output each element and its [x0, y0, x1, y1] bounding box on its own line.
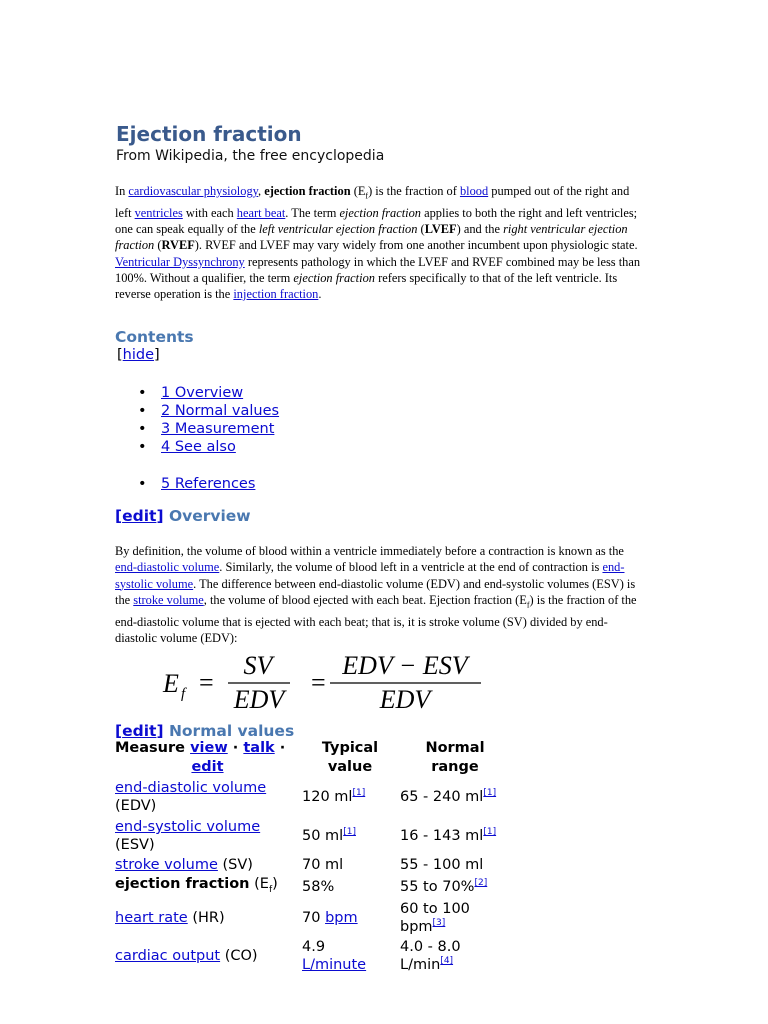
measure-abbr-close: )	[272, 876, 278, 892]
measure-abbr: (EDV)	[115, 798, 157, 814]
hide-contents-link[interactable]: hide	[122, 347, 155, 363]
intro-italic: left ventricular ejection fraction	[258, 222, 418, 237]
header-measure	[113, 739, 300, 777]
link-l-per-minute[interactable]: L/minute	[302, 956, 367, 973]
toc-item	[138, 438, 279, 456]
bracket: ]	[154, 347, 160, 363]
cell-typical	[300, 817, 398, 855]
formula-equals: =	[199, 668, 214, 697]
contents-hide-toggle	[117, 347, 160, 363]
formula-E: E	[163, 669, 179, 698]
link-cardiovascular-physiology[interactable]: cardiovascular physiology	[128, 184, 259, 198]
table-header-row	[113, 739, 510, 777]
cell-measure	[113, 937, 300, 975]
cell-range: 55 - 100 ml	[400, 857, 484, 873]
intro-italic: ejection fraction	[293, 270, 375, 285]
typical-value: 70	[302, 909, 326, 926]
link-end-systolic-volume[interactable]: end-systolic volume	[115, 819, 261, 835]
cell-measure	[113, 899, 300, 937]
intro-text: . The term	[285, 205, 340, 220]
table-row	[113, 817, 510, 855]
separator-dot: ·	[232, 740, 239, 756]
link-end-diastolic-volume[interactable]: end-diastolic volume	[115, 780, 267, 796]
measure-abbr: (HR)	[192, 909, 225, 926]
formula-numerator-sv: SV	[243, 651, 273, 680]
separator-dot: ·	[279, 740, 286, 756]
intro-text: applies to both the right and left ventricles; one can speak equally of the	[115, 205, 638, 237]
reference-link[interactable]: [1]	[483, 788, 497, 799]
header-typical-line2: value	[327, 759, 373, 775]
overview-text: , the volume of blood ejected with each beat. Ejection fraction (E	[203, 592, 527, 607]
toc-link-measurement[interactable]: 3 Measurement	[161, 421, 275, 437]
cell-range	[398, 777, 510, 817]
template-talk-link[interactable]: talk	[243, 740, 275, 756]
link-bpm[interactable]: bpm	[325, 909, 358, 926]
intro-paragraph	[115, 183, 645, 303]
formula-equals: =	[311, 668, 326, 697]
formula-denominator-edv: EDV	[379, 685, 431, 714]
page-title: Ejection fraction	[116, 122, 302, 146]
reference-link[interactable]: [2]	[474, 878, 488, 889]
link-cardiac-output[interactable]: cardiac output	[115, 947, 221, 964]
toc-item	[138, 420, 279, 438]
ejection-fraction-formula	[160, 650, 500, 715]
range-line2: bpm	[400, 918, 433, 935]
measure-bold: ejection fraction	[115, 876, 250, 892]
range-line1: 60 to 100	[400, 900, 470, 917]
formula-denominator-edv: EDV	[233, 685, 285, 714]
intro-text: ) and the	[456, 222, 504, 237]
table-of-contents	[138, 384, 279, 456]
cell-measure	[113, 777, 300, 817]
intro-text: (	[154, 238, 162, 253]
formula-subscript-f: f	[181, 686, 186, 702]
typical-value: 50 ml	[302, 828, 344, 844]
intro-bold-lvef: LVEF	[424, 222, 457, 237]
intro-text: In	[115, 184, 129, 198]
cell-range	[398, 875, 510, 899]
range-line2: L/min	[400, 956, 441, 973]
reference-link[interactable]: [3]	[432, 918, 446, 929]
table-of-contents-continued	[138, 475, 255, 493]
cell-typical	[300, 899, 398, 937]
toc-link-overview[interactable]: 1 Overview	[161, 385, 244, 401]
toc-link-see-also[interactable]: 4 See also	[161, 439, 236, 455]
cell-range	[398, 899, 510, 937]
intro-text: with each	[182, 205, 237, 220]
link-blood[interactable]: blood	[459, 184, 489, 198]
toc-link-references[interactable]: 5 References	[161, 476, 256, 492]
bracket: [	[115, 722, 123, 740]
link-ventricular-dyssynchrony[interactable]: Ventricular Dyssynchrony	[115, 254, 245, 269]
range-value: 16 - 143 ml	[400, 828, 484, 844]
section-title: Overview	[168, 507, 251, 525]
overview-paragraph	[115, 543, 645, 646]
toc-item	[138, 402, 279, 420]
normal-values-table	[113, 739, 510, 975]
header-typical-value	[300, 739, 398, 777]
link-stroke-volume[interactable]: stroke volume	[133, 592, 204, 607]
intro-text: pumped out of the right and left	[115, 184, 630, 220]
bracket: [	[115, 507, 123, 525]
overview-text: ) is the fraction of the end-diastolic volume that is ejected with each beat; that is, it is stroke volume (SV) divided by end-diastolic volume (EDV):	[115, 592, 637, 645]
bracket: ]	[156, 722, 164, 740]
bracket: [	[117, 347, 123, 363]
overview-text: . Similarly, the volume of blood left in a ventricle at the end of contraction is	[219, 560, 603, 575]
overview-text: By definition, the volume of blood within a ventricle immediately before a contraction is known as the	[115, 544, 624, 558]
link-end-systolic-volume[interactable]: end-systolic volume	[115, 560, 625, 591]
subscript-f: f	[526, 600, 530, 610]
measure-abbr: (E	[254, 876, 269, 892]
intro-italic: ejection fraction	[339, 205, 421, 220]
range-value: 55 to 70%	[400, 878, 475, 895]
toc-item	[138, 384, 279, 402]
cell-measure	[113, 855, 300, 875]
cell-typical: 70 ml	[302, 857, 344, 873]
overview-text: . The difference between end-diastolic volume (EDV) and end-systolic volumes (ESV) is the	[115, 576, 636, 607]
intro-bold-term: ejection fraction	[264, 184, 351, 198]
bracket: ]	[156, 507, 164, 525]
toc-item	[138, 475, 255, 493]
link-injection-fraction[interactable]: injection fraction	[233, 287, 319, 302]
subscript-f: f	[365, 191, 369, 201]
measure-abbr: (CO)	[224, 947, 258, 964]
formula-numerator-diff: EDV − ESV	[342, 651, 468, 680]
reference-link[interactable]: [1]	[352, 788, 366, 799]
typical-value: 120 ml	[302, 789, 353, 805]
intro-text: ) is the fraction of	[368, 184, 460, 198]
intro-text: (E	[350, 184, 366, 198]
cell-typical	[300, 777, 398, 817]
header-range-line1: Normal	[425, 740, 485, 756]
cell-measure	[113, 875, 300, 899]
header-normal-range	[398, 739, 510, 777]
intro-text: ). RVEF and LVEF may vary widely from one another incumbent upon physiologic state.	[194, 238, 638, 253]
cell-range	[398, 937, 510, 975]
measure-abbr: (SV)	[222, 857, 253, 873]
table-row	[113, 855, 510, 875]
template-view-link[interactable]: view	[190, 740, 228, 756]
cell-typical: 58%	[302, 878, 335, 895]
template-edit-link[interactable]: edit	[191, 759, 224, 775]
link-heart-beat[interactable]: heart beat	[236, 205, 286, 220]
section-title: Normal values	[168, 722, 295, 740]
link-stroke-volume[interactable]: stroke volume	[115, 857, 218, 873]
intro-bold-rvef: RVEF	[161, 238, 195, 253]
intro-text: refers specifically to that of the left ventricle. Its reverse operation is the	[115, 270, 618, 302]
intro-italic: right ventricular ejection fraction	[115, 222, 628, 253]
section-heading-normal-values	[115, 722, 294, 740]
range-line1: 4.0 - 8.0	[400, 938, 461, 955]
cell-range	[398, 817, 510, 855]
section-heading-overview	[115, 507, 251, 525]
table-row	[113, 777, 510, 817]
header-measure-label: Measure	[115, 740, 185, 756]
subscript-f: f	[268, 884, 273, 895]
intro-text: represents pathology in which the LVEF and RVEF combined may be less than 100%. Without a qualifier, the term	[115, 254, 641, 285]
reference-link[interactable]: [4]	[440, 956, 454, 967]
range-value: 65 - 240 ml	[400, 789, 484, 805]
reference-link[interactable]: [1]	[483, 827, 497, 838]
header-range-line2: range	[431, 759, 479, 775]
table-row	[113, 937, 510, 975]
reference-link[interactable]: [1]	[343, 827, 356, 838]
intro-text: ,	[258, 184, 265, 198]
page-subtitle: From Wikipedia, the free encyclopedia	[116, 148, 385, 164]
toc-link-normal-values[interactable]: 2 Normal values	[161, 403, 280, 419]
intro-text: (	[417, 222, 425, 237]
edit-overview-link[interactable]: edit	[122, 507, 157, 525]
link-end-diastolic-volume[interactable]: end-diastolic volume	[115, 560, 220, 575]
table-row	[113, 899, 510, 937]
measure-abbr: (ESV)	[115, 837, 155, 853]
edit-normal-values-link[interactable]: edit	[122, 722, 157, 740]
header-typical-line1: Typical	[321, 740, 379, 756]
intro-text: .	[318, 287, 322, 302]
cell-measure	[113, 817, 300, 855]
link-heart-rate[interactable]: heart rate	[115, 909, 188, 926]
contents-heading: Contents	[115, 328, 194, 346]
cell-typical	[300, 937, 398, 975]
table-row	[113, 875, 510, 899]
link-ventricles[interactable]: ventricles	[134, 205, 183, 220]
typical-value: 4.9	[302, 938, 326, 955]
